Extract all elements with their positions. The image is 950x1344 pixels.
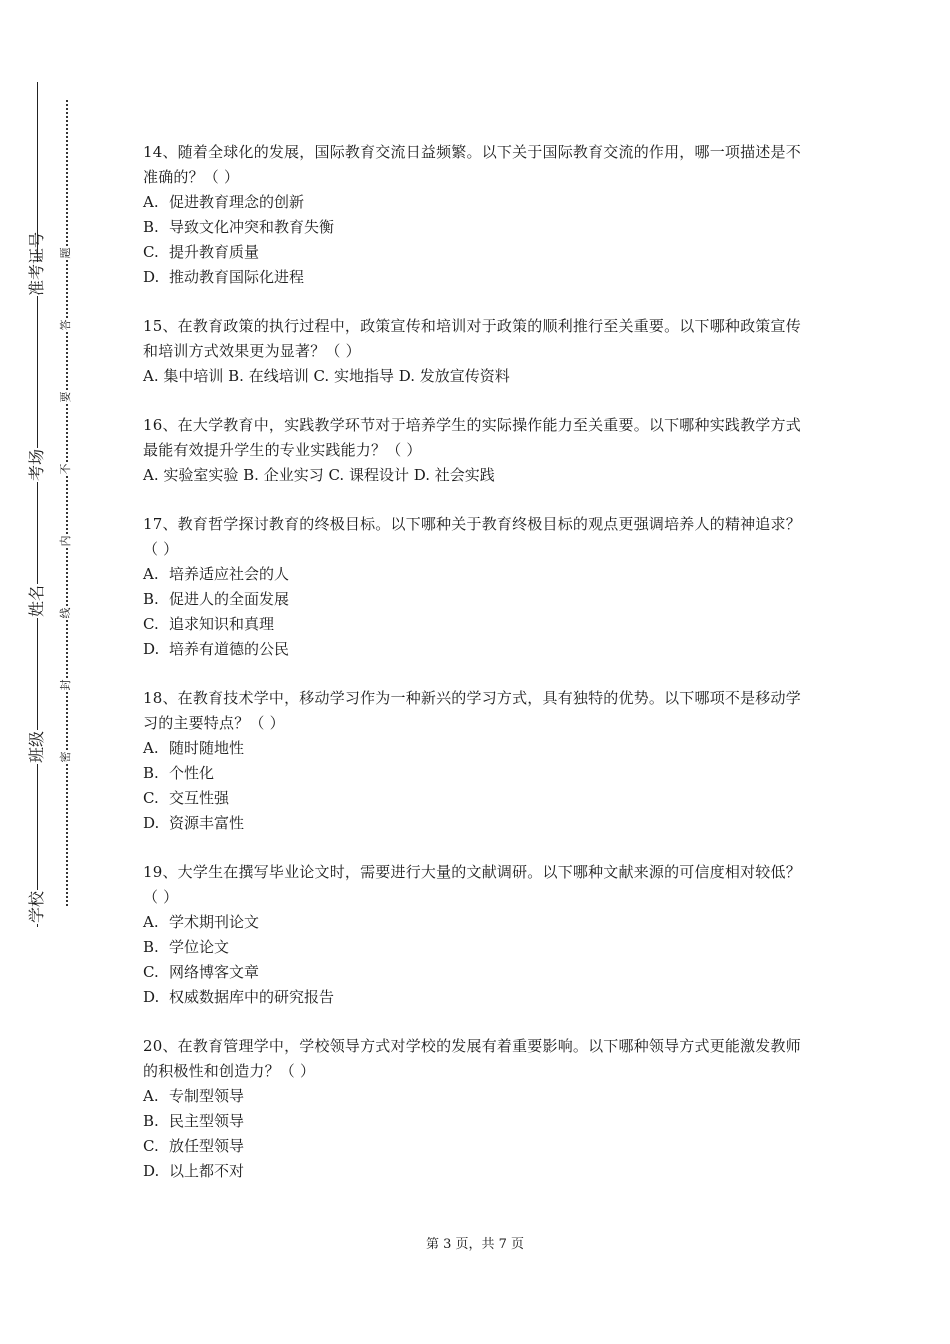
option-a[interactable]: A. 随时随地性 — [143, 739, 245, 757]
binding-solid-line — [37, 82, 38, 927]
class-label: 班级 — [20, 730, 54, 764]
option-b[interactable]: B. 学位论文 — [143, 938, 230, 956]
exam-room-label: 考场 — [20, 448, 54, 482]
question-16 — [143, 413, 815, 488]
option-b[interactable]: B. 个性化 — [143, 764, 215, 782]
option-b[interactable]: B. 促进人的全面发展 — [143, 590, 290, 608]
name-label: 姓名 — [20, 584, 54, 618]
question-stem: 14、随着全球化的发展，国际教育交流日益频繁。以下关于国际教育交流的作用，哪一项描述是不准确的？（ ） — [143, 143, 801, 186]
option-a[interactable]: A. 学术期刊论文 — [143, 913, 260, 931]
seal-char: 密 — [59, 751, 72, 763]
option-d[interactable]: D. 培养有道德的公民 — [143, 640, 290, 658]
seal-dotted-line — [66, 100, 68, 906]
option-a[interactable]: A. 专制型领导 — [143, 1087, 245, 1105]
question-stem: 16、在大学教育中，实践教学环节对于培养学生的实际操作能力至关重要。以下哪种实践教学方式最能有效提升学生的专业实践能力？（ ） — [143, 416, 801, 459]
option-c[interactable]: C. 追求知识和真理 — [143, 615, 275, 633]
seal-char: 要 — [59, 391, 72, 403]
option-d[interactable]: D. 权威数据库中的研究报告 — [143, 988, 335, 1006]
question-20 — [143, 1034, 815, 1184]
option-b[interactable]: B. 导致文化冲突和教育失衡 — [143, 218, 335, 236]
question-14 — [143, 140, 815, 290]
exam-id-label: 准考证号 — [20, 262, 54, 296]
option-d[interactable]: D. 资源丰富性 — [143, 814, 245, 832]
option-c[interactable]: C. 放任型领导 — [143, 1137, 245, 1155]
school-label: 学校 — [20, 890, 54, 924]
seal-char: 题 — [59, 247, 72, 259]
seal-char: 内 — [59, 535, 72, 547]
question-stem: 18、在教育技术学中，移动学习作为一种新兴的学习方式，具有独特的优势。以下哪项不是移动学习的主要特点？（ ） — [143, 689, 801, 732]
question-stem: 19、大学生在撰写毕业论文时，需要进行大量的文献调研。以下哪种文献来源的可信度相对较低？（ ） — [143, 863, 801, 906]
seal-char: 不 — [59, 463, 72, 475]
option-a[interactable]: A. 培养适应社会的人 — [143, 565, 290, 583]
option-a[interactable]: A. 促进教育理念的创新 — [143, 193, 305, 211]
question-18 — [143, 686, 815, 836]
question-15 — [143, 314, 815, 389]
option-d[interactable]: D. 推动教育国际化进程 — [143, 268, 305, 286]
question-19 — [143, 860, 815, 1010]
option-c[interactable]: C. 交互性强 — [143, 789, 230, 807]
seal-char: 答 — [59, 319, 72, 331]
page-number: 第 3 页，共 7 页 — [425, 1237, 525, 1252]
question-stem: 17、教育哲学探讨教育的终极目标。以下哪种关于教育终极目标的观点更强调培养人的精神追求？（ ） — [143, 515, 801, 558]
option-b[interactable]: B. 民主型领导 — [143, 1112, 245, 1130]
option-d[interactable]: D. 以上都不对 — [143, 1162, 245, 1180]
option-c[interactable]: C. 网络博客文章 — [143, 963, 260, 981]
seal-char: 线 — [59, 607, 72, 619]
question-stem: 15、在教育政策的执行过程中，政策宣传和培训对于政策的顺利推行至关重要。以下哪种政策宣传和培训方式效果更为显著？（ ） — [143, 317, 801, 360]
inline-options: A. 集中培训 B. 在线培训 C. 实地指导 D. 发放宣传资料 — [143, 367, 510, 385]
option-c[interactable]: C. 提升教育质量 — [143, 243, 260, 261]
question-17 — [143, 512, 815, 662]
inline-options: A. 实验室实验 B. 企业实习 C. 课程设计 D. 社会实践 — [143, 466, 495, 484]
question-list — [143, 140, 815, 1208]
question-stem: 20、在教育管理学中，学校领导方式对学校的发展有着重要影响。以下哪种领导方式更能激发教师的积极性和创造力？（ ） — [143, 1037, 801, 1080]
seal-char: 封 — [59, 679, 72, 691]
binding-margin — [0, 0, 100, 1344]
